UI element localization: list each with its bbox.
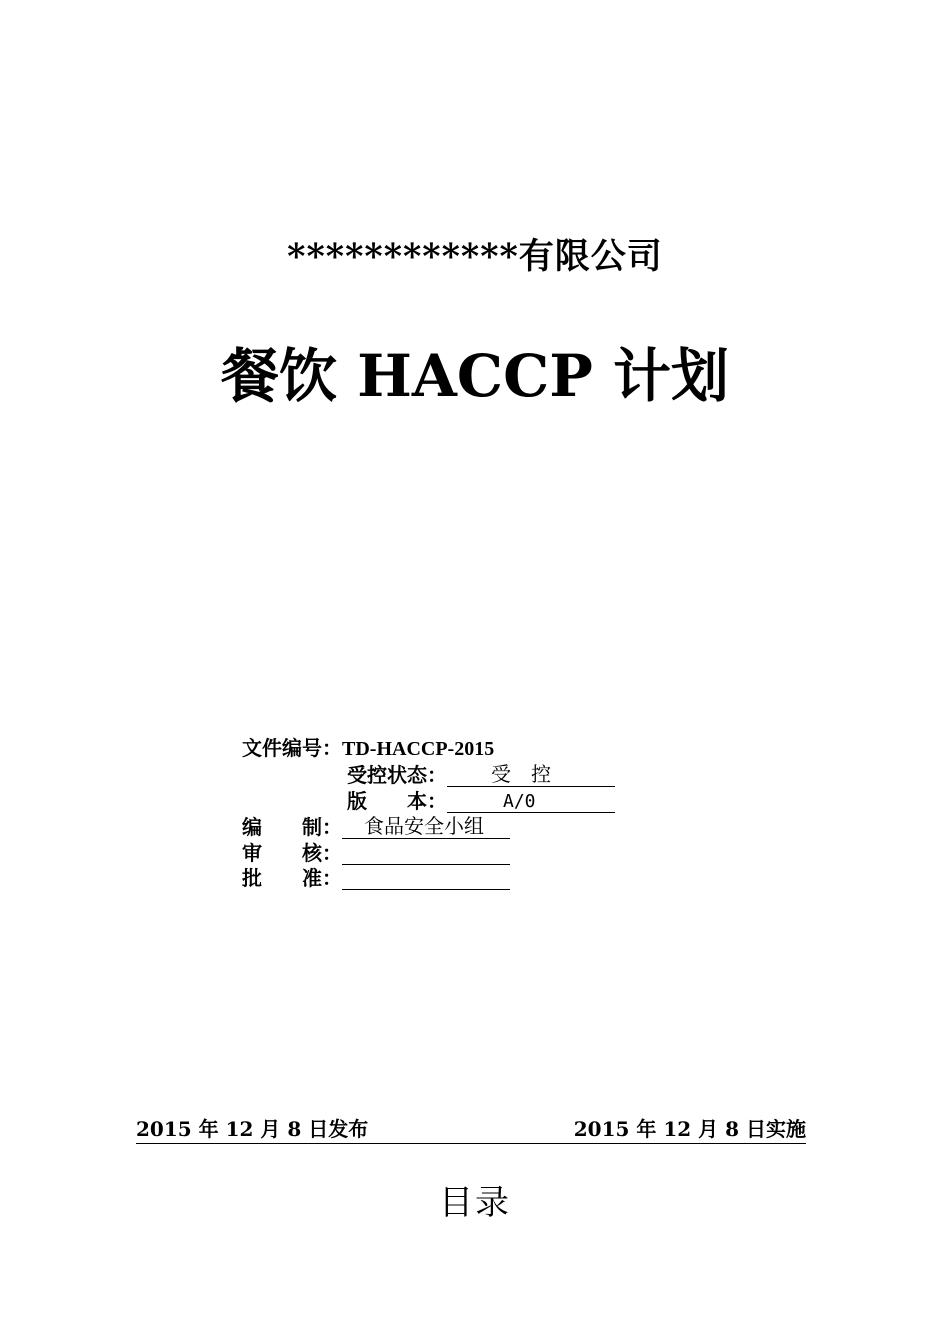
author-field [342, 814, 510, 839]
toc-title: 目录 [439, 1183, 511, 1223]
control-status-row [347, 762, 615, 788]
approver-label: 批 准： [242, 866, 342, 890]
implement-date: 2015 年 12 月 8 日实施 [573, 1117, 806, 1141]
approver-row [242, 865, 510, 891]
dates-row [136, 1115, 806, 1144]
company-name: ************有限公司 [287, 236, 663, 277]
reviewer-label: 审 核： [242, 841, 342, 865]
reviewer-field [342, 840, 510, 865]
version-row [347, 788, 615, 814]
author-label: 编 制： [242, 815, 342, 839]
version-label: 版 本： [347, 789, 447, 813]
doc-number-value: TD-HACCP-2015 [342, 738, 495, 760]
control-status-label: 受控状态： [347, 763, 447, 787]
doc-number-label: 文件编号： [242, 736, 342, 760]
author-value: 食品安全小组 [364, 814, 484, 838]
reviewer-row [242, 840, 510, 866]
publish-date: 2015 年 12 月 8 日发布 [136, 1117, 369, 1141]
document-title: 餐饮 HACCP 计划 [220, 342, 730, 410]
control-status-value: 受 控 [491, 762, 551, 786]
author-row [242, 814, 510, 840]
doc-number-row [242, 735, 494, 762]
approver-field [342, 865, 510, 890]
control-status-field [447, 762, 615, 787]
version-value: A/0 [503, 791, 536, 812]
version-field [447, 788, 615, 813]
